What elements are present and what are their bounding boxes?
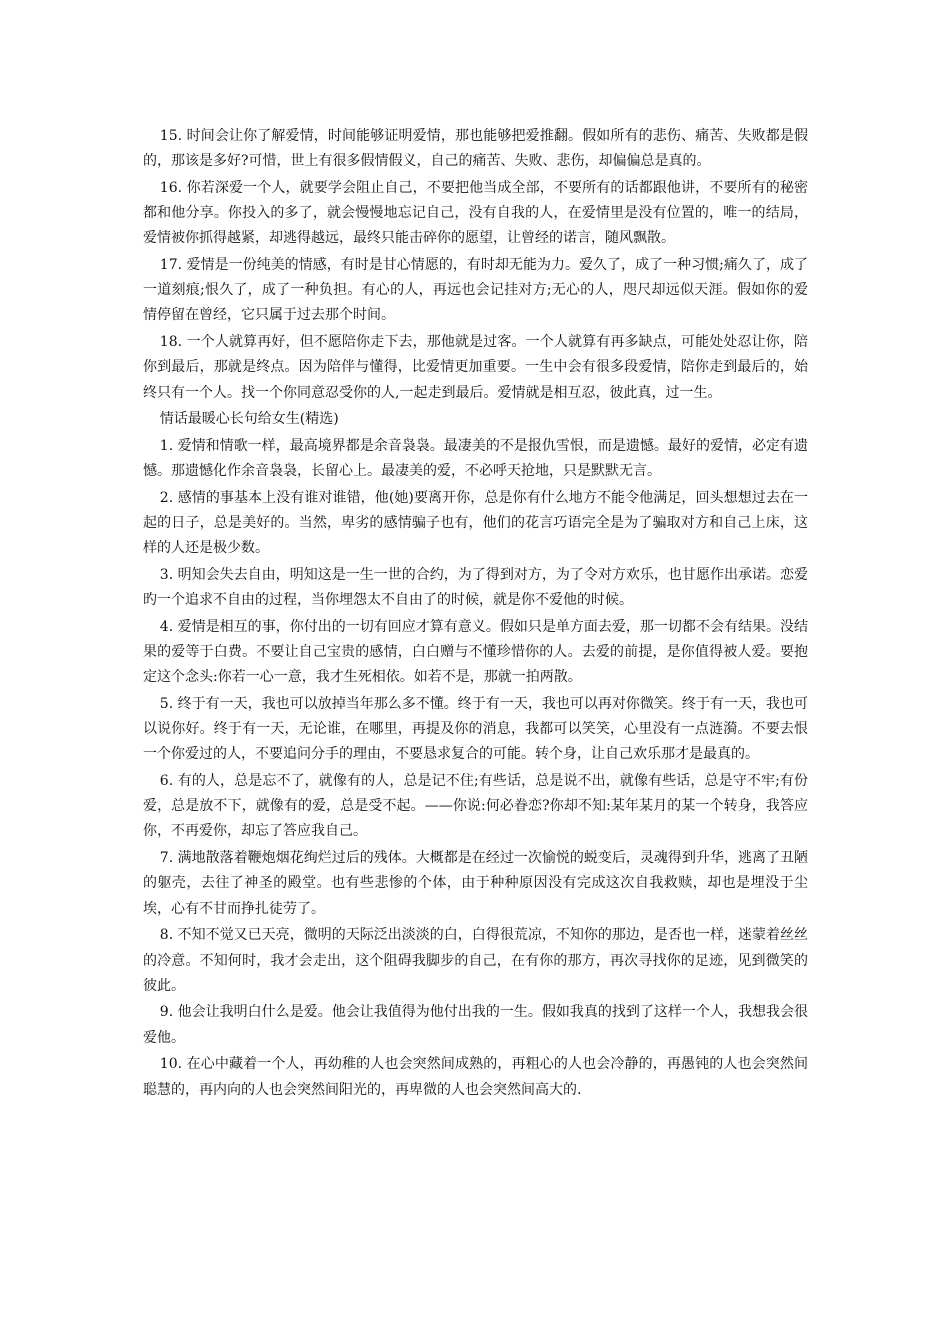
paragraph-6 xyxy=(143,769,808,845)
paragraph-text: 不知不觉又已天亮，微明的天际泛出淡淡的白，白得很荒凉，不知你的那边，是否也一样，迷蒙着丝丝的冷意。不知何时，我才会走出，这个阻碍我脚步的自己，在有你的那方，再次寻找你的足迹，见到微笑的彼此。 xyxy=(143,927,809,994)
paragraph-text: 有的人，总是忘不了，就像有的人，总是记不住;有些话，总是说不出，就像有些话，总是守不牢;有份爱，总是放不下，就像有的爱，总是受不起。——你说:何必眷恋?你却不知:某年某月的某一个转身，我答应你，不再爱你，却忘了答应我自己。 xyxy=(143,773,808,840)
paragraph-text: 你若深爱一个人，就要学会阻止自己，不要把他当成全部，不要所有的话都跟他讲，不要所有的秘密都和他分享。你投入的多了，就会慢慢地忘记自己，没有自我的人，在爱情里是没有位置的，唯一的结局，爱情被你抓得越紧，却逃得越远，最终只能击碎你的愿望，让曾经的诺言，随风飘散。 xyxy=(143,179,808,247)
section-heading: 情话最暖心长句给女生(精选) xyxy=(159,411,339,428)
item-number: 9. xyxy=(159,1004,174,1021)
paragraph-text: 明知会失去自由，明知这是一生一世的合约，为了得到对方，为了令对方欢乐，也甘愿作出承诺。恋爱旳一个追求不自由的过程，当你埋怨太不自由了的时候，就是你不爱他的时候。 xyxy=(143,566,809,609)
item-number: 18. xyxy=(159,334,183,351)
item-number: 17. xyxy=(159,257,183,274)
paragraph-10 xyxy=(143,1052,808,1102)
item-number: 5. xyxy=(159,695,174,712)
paragraph-8 xyxy=(143,923,808,999)
paragraph-17 xyxy=(143,253,808,329)
item-number: 10. xyxy=(159,1056,183,1073)
paragraph-2 xyxy=(143,486,808,562)
item-number: 4. xyxy=(159,618,174,635)
paragraph-text: 满地散落着鞭炮烟花绚烂过后的残体。大概都是在经过一次愉悦的蜕变后，灵魂得到升华，逃离了丑陋的躯壳，去往了神圣的殿堂。也有些悲惨的个体，由于种种原因没有完成这次自我救赎，却也是埋没于尘埃，心有不甘而挣扎徒劳了。 xyxy=(143,850,809,917)
paragraph-text: 感情的事基本上没有谁对谁错，他(她)要离开你，总是你有什么地方不能令他满足，回头想想过去在一起的日子，总是美好的。当然，卑劣的感情骗子也有，他们的花言巧语完全是为了骗取对方和自己上床，这样的人还是极少数。 xyxy=(143,489,809,557)
paragraph-text: 爱情是相互的事，你付出的一切有回应才算有意义。假如只是单方面去爱，那一切都不会有结果。没结果的爱等于白费。不要让自己宝贵的感情，白白赠与不懂珍惜你的人。去爱的前提，是你值得被人爱。要抱定这个念头:你若一心一意，我才生死相依。如若不是，那就一拍两散。 xyxy=(143,618,809,686)
paragraph-15 xyxy=(143,124,808,174)
paragraph-text: 爱情和情歌一样，最高境界都是余音袅袅。最凄美的不是报仇雪恨，而是遗憾。最好的爱情，必定有遗憾。那遗憾化作余音袅袅，长留心上。最凄美的爱，不必呼天抢地，只是默默无言。 xyxy=(143,437,809,480)
item-number: 1. xyxy=(159,437,174,454)
paragraph-16 xyxy=(143,176,808,252)
item-number: 16. xyxy=(159,179,183,196)
paragraph-9 xyxy=(143,1000,808,1050)
paragraph-text: 终于有一天，我也可以放掉当年那么多不懂。终于有一天，我也可以再对你微笑。终于有一天，我也可以说你好。终于有一天，无论谁，在哪里，再提及你的消息，我都可以笑笑，心里没有一点涟漪。不要去恨一个你爱过的人，不要追问分手的理由，不要恳求复合的可能。转个身，让自己欢乐那才是最真的。 xyxy=(143,695,809,763)
document-body xyxy=(143,124,808,1104)
paragraph-5 xyxy=(143,692,808,768)
paragraph-text: 在心中藏着一个人，再幼稚的人也会突然间成熟的，再粗心的人也会冷静的，再愚钝的人也会突然间聪慧的，再内向的人也会突然间阳光的，再卑微的人也会突然间高大的. xyxy=(143,1056,808,1098)
item-number: 15. xyxy=(159,128,183,144)
paragraph-3 xyxy=(143,563,808,613)
paragraph-text: 爱情是一份纯美的情感，有时是甘心情愿的，有时却无能为力。爱久了，成了一种习惯;痛久了，成了一道刻痕;恨久了，成了一种负担。有心的人，再远也会记挂对方;无心的人，咫尺却远似天涯。假如你的爱情停留在曾经，它只属于过去那个时间。 xyxy=(143,257,808,324)
paragraph-7 xyxy=(143,846,808,922)
item-number: 3. xyxy=(159,566,174,583)
item-number: 7. xyxy=(159,850,174,867)
paragraph-text: 一个人就算再好，但不愿陪你走下去，那他就是过客。一个人就算有再多缺点，可能处处忍让你，陪你到最后，那就是终点。因为陪伴与懂得，比爱情更加重要。一生中会有很多段爱情，陪你走到最后的，始终只有一个人。找一个你同意忍受你的人,一起走到最后。爱情就是相互忍，彼此真，过一生。 xyxy=(143,334,808,401)
paragraph-1 xyxy=(143,434,808,484)
paragraph-18 xyxy=(143,330,808,406)
item-number: 2. xyxy=(159,489,174,506)
paragraph-text: 他会让我明白什么是爱。他会让我值得为他付出我的一生。假如我真的找到了这样一个人，我想我会很爱他。 xyxy=(143,1004,809,1046)
paragraph-4 xyxy=(143,615,808,691)
paragraph-text: 时间会让你了解爱情，时间能够证明爱情，那也能够把爱推翻。假如所有的悲伤、痛苦、失败都是假的，那该是多好?可惜，世上有很多假情假义，自己的痛苦、失败、悲伤，却偏偏总是真的。 xyxy=(143,128,808,170)
item-number: 8. xyxy=(159,927,174,944)
item-number: 6. xyxy=(159,773,174,790)
